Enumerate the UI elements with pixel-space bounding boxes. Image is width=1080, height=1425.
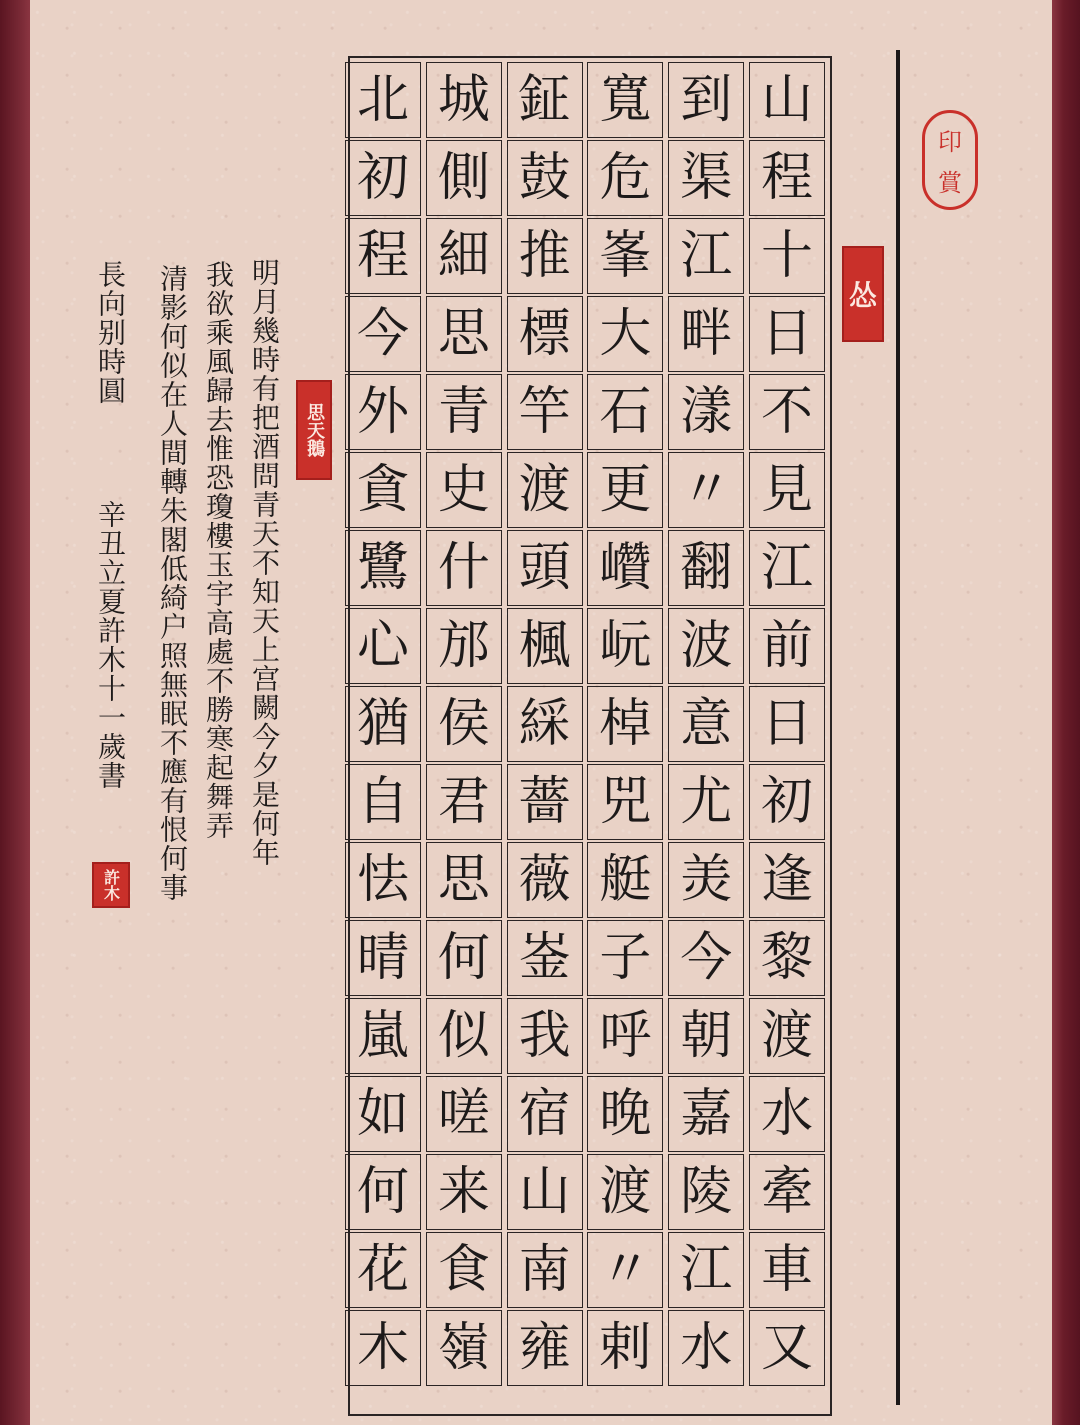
poem-column-1: 明月幾時有把酒問青天不知天上宫闕今夕是何年 [248,258,281,867]
grid-char: 思 [426,842,502,918]
round-seal-char: 賞 [938,169,962,197]
grid-char: 到 [668,62,744,138]
grid-char: 江 [668,218,744,294]
grid-char: 嶺 [426,1310,502,1386]
grid-char: 似 [426,998,502,1074]
grid-char: 呼 [587,998,663,1074]
grid-char: 峯 [587,218,663,294]
grid-char: 〃 [587,1232,663,1308]
grid-char: 邡 [426,608,502,684]
mount-border-right [1052,0,1080,1425]
grid-char: 程 [345,218,421,294]
grid-char: 尤 [668,764,744,840]
grid-char: 渡 [587,1154,663,1230]
grid-char: 侯 [426,686,502,762]
grid-char: 嗟 [426,1076,502,1152]
grid-char: 来 [426,1154,502,1230]
poem-column-3: 清影何似在人間轉朱閣低綺户照無眠不應有恨何事 [156,264,189,902]
grid-char: 棹 [587,686,663,762]
grid-char: 鼓 [507,140,583,216]
grid-char: 渡 [507,452,583,528]
grid-char: 山 [749,62,825,138]
grid-char: 晚 [587,1076,663,1152]
grid-char: 黎 [749,920,825,996]
grid-char: 薔 [507,764,583,840]
grid-char: 嵐 [345,998,421,1074]
grid-char: 思 [426,296,502,372]
grid-char: 山 [507,1154,583,1230]
grid-char: 車 [749,1232,825,1308]
grid-char: 不 [749,374,825,450]
grid-char: 我 [507,998,583,1074]
grid-char: 岏 [587,608,663,684]
grid-char: 木 [345,1310,421,1386]
mount-border-left [0,0,30,1425]
signature-text: 辛丑立夏許木十一歲書 [94,500,127,790]
grid-char: 牽 [749,1154,825,1230]
grid-char: 什 [426,530,502,606]
calligraphy-grid [348,56,832,1416]
vertical-rule [896,50,900,1405]
title-seal [842,246,884,342]
grid-char: 晴 [345,920,421,996]
round-seal-char: 印 [938,128,962,156]
grid-char: 側 [426,140,502,216]
grid-char: 朝 [668,998,744,1074]
grid-char: 危 [587,140,663,216]
grid-char: 君 [426,764,502,840]
grid-char: 城 [426,62,502,138]
grid-char: 渠 [668,140,744,216]
grid-char: 程 [749,140,825,216]
grid-char: 何 [345,1154,421,1230]
grid-char: 波 [668,608,744,684]
signature-seal-text: 許木 [101,869,121,901]
grid-char: 推 [507,218,583,294]
grid-char: 日 [749,296,825,372]
grid-char: 青 [426,374,502,450]
grid-char: 剌 [587,1310,663,1386]
grid-char: 貪 [345,452,421,528]
grid-char: 食 [426,1232,502,1308]
grid-char: 北 [345,62,421,138]
grid-char: 羙 [668,842,744,918]
grid-char: 標 [507,296,583,372]
grid-char: 漾 [668,374,744,450]
grid-char: 石 [587,374,663,450]
grid-char: 宿 [507,1076,583,1152]
grid-char: 江 [668,1232,744,1308]
grid-char: 楓 [507,608,583,684]
grid-char: 外 [345,374,421,450]
grid-char: 猶 [345,686,421,762]
grid-char: 意 [668,686,744,762]
grid-char: 崟 [507,920,583,996]
grid-char: 自 [345,764,421,840]
round-seal-top [922,110,978,210]
signature-seal [92,862,130,908]
grid-char: 初 [345,140,421,216]
grid-char: 逢 [749,842,825,918]
grid-char: 鉦 [507,62,583,138]
grid-char: 水 [749,1076,825,1152]
grid-char: 兕 [587,764,663,840]
poem-column-2: 我欲乘風歸去惟恐瓊樓玉宇高處不勝寒起舞弄 [202,260,235,840]
grid-char: 雍 [507,1310,583,1386]
grid-char: 今 [345,296,421,372]
grid-char: 翻 [668,530,744,606]
grid-char: 南 [507,1232,583,1308]
grid-char: 〃 [668,452,744,528]
grid-char: 畔 [668,296,744,372]
grid-char: 嘉 [668,1076,744,1152]
grid-char: 前 [749,608,825,684]
poem-column-4: 長向别時圓 [94,260,127,405]
grid-char: 艇 [587,842,663,918]
middle-seal-text: 思天鵝 [304,403,325,457]
grid-char: 初 [749,764,825,840]
grid-char: 日 [749,686,825,762]
grid-char: 心 [345,608,421,684]
grid-char: 十 [749,218,825,294]
grid-char: 薇 [507,842,583,918]
grid-char: 竿 [507,374,583,450]
grid-char: 江 [749,530,825,606]
middle-seal [296,380,332,480]
grid-char: 綵 [507,686,583,762]
grid-char: 今 [668,920,744,996]
grid-char: 陵 [668,1154,744,1230]
grid-char: 水 [668,1310,744,1386]
grid-char: 細 [426,218,502,294]
grid-char: 見 [749,452,825,528]
grid-char: 怯 [345,842,421,918]
grid-char: 大 [587,296,663,372]
grid-char: 更 [587,452,663,528]
title-seal-text: 怂 [848,279,877,312]
grid-char: 史 [426,452,502,528]
grid-char: 鷺 [345,530,421,606]
grid-char: 又 [749,1310,825,1386]
grid-char: 花 [345,1232,421,1308]
grid-char: 寬 [587,62,663,138]
grid-char: 頭 [507,530,583,606]
grid-char: 渡 [749,998,825,1074]
grid-char: 如 [345,1076,421,1152]
grid-char: 巑 [587,530,663,606]
grid-char: 何 [426,920,502,996]
grid-char: 子 [587,920,663,996]
